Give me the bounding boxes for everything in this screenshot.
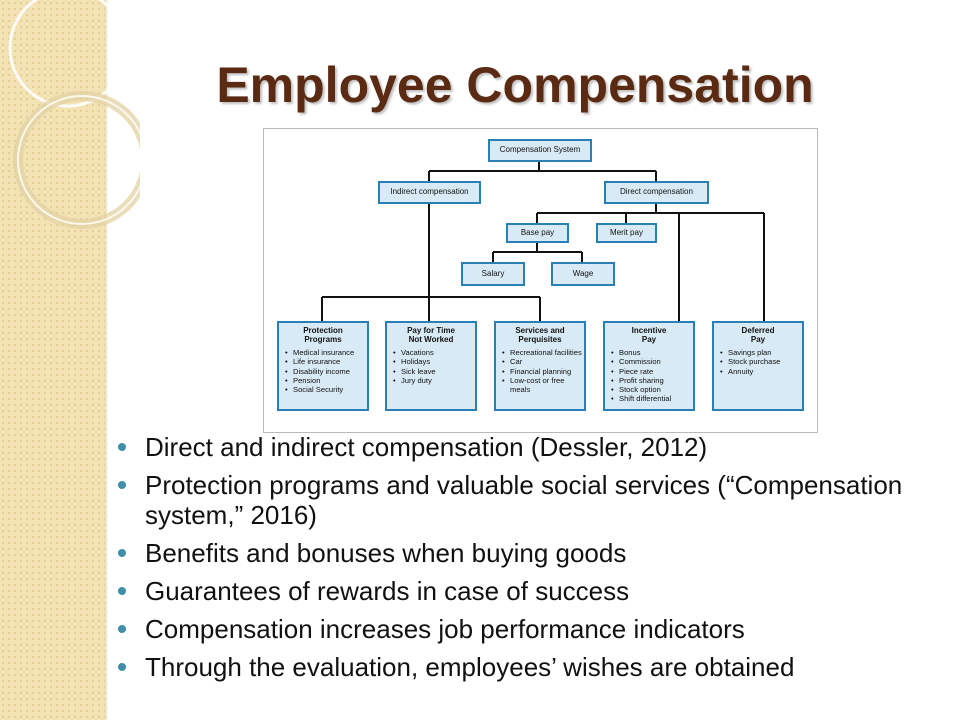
category-title: Deferred Pay: [741, 326, 775, 345]
compensation-diagram: [263, 128, 818, 433]
category-items: [605, 348, 693, 403]
list-item: • Piece rate: [619, 367, 693, 376]
list-item: • Vacations: [401, 348, 475, 357]
list-item: • Low-cost or free meals: [510, 376, 584, 394]
list-item: • Stock purchase: [728, 357, 802, 366]
bullet-text: Direct and indirect compensation (Dessler, 2012): [145, 432, 708, 462]
category-items: [387, 348, 475, 384]
base-pay-box: Base pay: [506, 223, 569, 243]
compensation-system-box: Compensation System: [488, 139, 592, 162]
pay-for-time-not-worked-box: [385, 321, 477, 411]
category-title: Protection Programs: [303, 326, 343, 345]
category-title: Services and Perquisites: [515, 326, 565, 345]
direct-compensation-box: Direct compensation: [604, 181, 709, 204]
list-item: • Social Security: [293, 385, 367, 394]
bullet-dot-icon: [118, 549, 126, 557]
list-item: • Medical insurance: [293, 348, 367, 357]
category-title: Pay for Time Not Worked: [407, 326, 455, 345]
list-item: • Bonus: [619, 348, 693, 357]
wage-box: Wage: [551, 262, 615, 286]
bullet-dot-icon: [118, 443, 126, 451]
bullet-text: Through the evaluation, employees’ wishes are obtained: [145, 652, 795, 682]
list-item: • Sick leave: [401, 367, 475, 376]
bullet-item: [116, 432, 956, 462]
decorative-circles: [0, 0, 140, 260]
list-item: • Shift differential: [619, 394, 693, 403]
bullet-dot-icon: [118, 625, 126, 633]
merit-pay-box: Merit pay: [596, 223, 657, 243]
list-item: • Car: [510, 357, 584, 366]
category-title: Incentive Pay: [631, 326, 667, 345]
list-item: • Life insurance: [293, 357, 367, 366]
bullet-list: [116, 432, 956, 690]
bullet-item: [116, 576, 956, 606]
category-items: [496, 348, 584, 394]
incentive-pay-box: [603, 321, 695, 411]
bullet-text: Protection programs and valuable social services (“Compensation system,” 2016): [145, 470, 903, 530]
bullet-dot-icon: [118, 481, 126, 489]
bullet-dot-icon: [118, 587, 126, 595]
list-item: • Financial planning: [510, 367, 584, 376]
bullet-text: Compensation increases job performance indicators: [145, 614, 745, 644]
bullet-item: [116, 470, 956, 530]
bullet-text: Guarantees of rewards in case of success: [145, 576, 630, 606]
salary-box: Salary: [461, 262, 525, 286]
list-item: • Recreational facilities: [510, 348, 584, 357]
protection-programs-box: [277, 321, 369, 411]
list-item: • Jury duty: [401, 376, 475, 385]
indirect-compensation-box: Indirect compensation: [378, 181, 481, 204]
deferred-pay-box: [712, 321, 804, 411]
list-item: • Commission: [619, 357, 693, 366]
bullet-item: [116, 614, 956, 644]
category-items: [279, 348, 367, 394]
list-item: • Disability income: [293, 367, 367, 376]
list-item: • Profit sharing: [619, 376, 693, 385]
list-item: • Savings plan: [728, 348, 802, 357]
services-and-perquisites-box: [494, 321, 586, 411]
bullet-text: Benefits and bonuses when buying goods: [145, 538, 627, 568]
list-item: • Stock option: [619, 385, 693, 394]
bullet-item: [116, 652, 956, 682]
bullet-item: [116, 538, 956, 568]
category-items: [714, 348, 802, 375]
list-item: • Holidays: [401, 357, 475, 366]
bullet-dot-icon: [118, 663, 126, 671]
list-item: • Annuity: [728, 367, 802, 376]
list-item: • Pension: [293, 376, 367, 385]
slide-title: Employee Compensation: [216, 57, 814, 113]
